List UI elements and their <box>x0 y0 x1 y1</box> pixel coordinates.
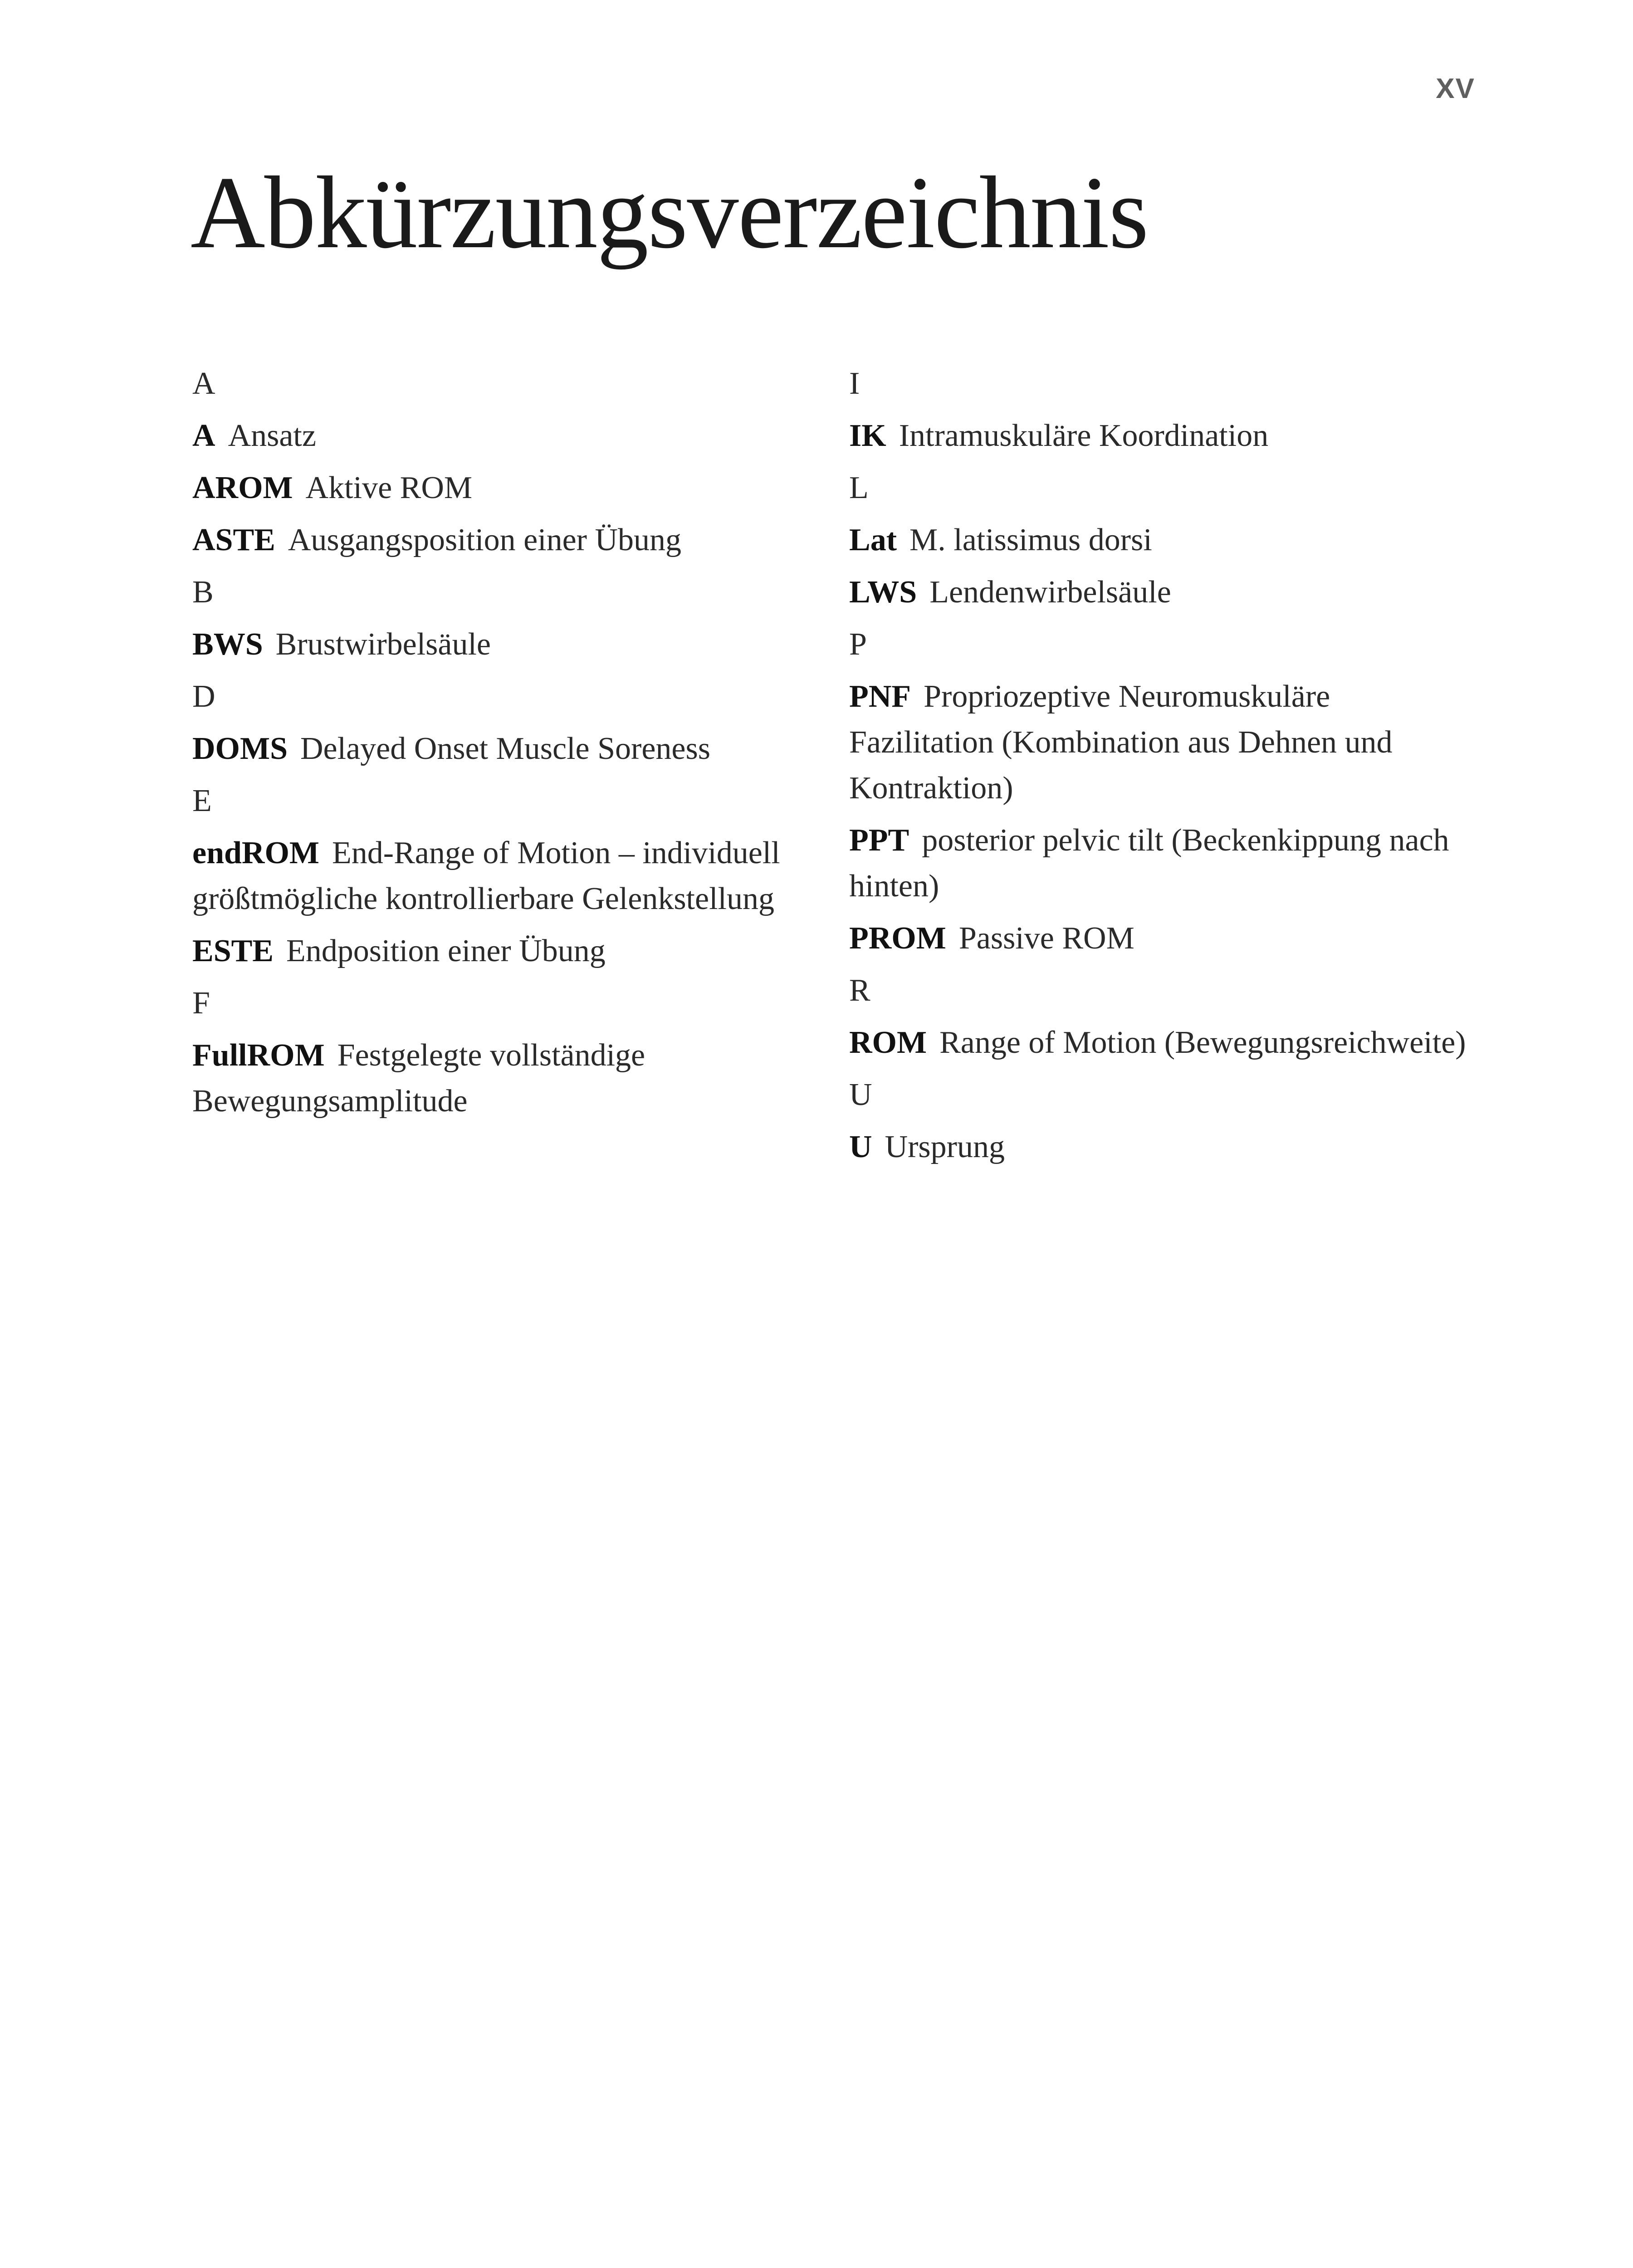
abbreviation-definition: Intramuskuläre Koordination <box>899 418 1269 453</box>
abbreviation-term: endROM <box>192 836 319 870</box>
abbreviation-term: ROM <box>849 1025 927 1060</box>
abbreviation-term: U <box>849 1129 872 1164</box>
abbreviation-term: PPT <box>849 823 909 858</box>
letter-group <box>192 569 818 667</box>
section-letter: E <box>192 783 212 818</box>
abbreviation-entry <box>849 817 1480 909</box>
abbreviation-term: ESTE <box>192 934 274 968</box>
section-letter: I <box>849 366 860 401</box>
abbreviation-term: BWS <box>192 627 263 662</box>
abbreviation-definition: Festgelegte vollständige Bewegungsamplitude <box>192 1038 645 1119</box>
abbreviation-term: A <box>192 418 215 453</box>
abbreviation-definition: posterior pelvic tilt (Beckenkippung nach hinten) <box>849 823 1449 904</box>
abbreviation-definition: Passive ROM <box>958 921 1134 956</box>
abbreviation-term: AROM <box>192 470 293 505</box>
abbreviation-definition: Ansatz <box>228 418 316 453</box>
letter-group <box>192 980 818 1124</box>
abbreviation-entry <box>849 674 1480 811</box>
abbreviation-entry <box>849 1020 1480 1066</box>
abbreviation-entry <box>192 465 818 511</box>
abbreviation-entry <box>849 569 1480 615</box>
abbreviation-term: FullROM <box>192 1038 325 1073</box>
abbreviation-definition: Range of Motion (Bewegungsreichweite) <box>939 1025 1466 1060</box>
abbreviation-term: PROM <box>849 921 946 956</box>
abbreviation-definition: End-Range of Motion – individuell größtmögliche kontrollierbare Gelenkstellung <box>192 836 780 916</box>
abbreviation-entry <box>192 621 818 667</box>
abbreviation-definition: Aktive ROM <box>305 470 473 505</box>
abbreviation-term: DOMS <box>192 731 288 766</box>
section-letter: B <box>192 575 214 610</box>
abbreviation-term: Lat <box>849 523 897 557</box>
letter-group <box>192 674 818 772</box>
letter-group <box>849 1072 1480 1170</box>
section-letter: A <box>192 366 215 401</box>
abbreviation-term: LWS <box>849 575 917 610</box>
abbreviation-entry <box>192 928 818 974</box>
letter-group <box>849 465 1480 615</box>
abbreviation-term: ASTE <box>192 523 275 557</box>
letter-group <box>192 361 818 563</box>
letter-group <box>849 968 1480 1066</box>
abbreviation-column-right <box>849 361 1480 1176</box>
abbreviation-entry <box>192 830 818 922</box>
abbreviation-entry <box>849 1124 1480 1170</box>
abbreviation-entry <box>849 915 1480 961</box>
abbreviation-entry <box>849 413 1480 459</box>
section-letter: D <box>192 679 215 714</box>
abbreviation-entry <box>192 726 818 772</box>
abbreviation-definition: Lendenwirbelsäule <box>929 575 1171 610</box>
abbreviation-definition: Delayed Onset Muscle Soreness <box>300 731 710 766</box>
abbreviation-term: IK <box>849 418 886 453</box>
section-letter: F <box>192 986 210 1021</box>
abbreviation-definition: M. latissimus dorsi <box>909 523 1152 557</box>
abbreviation-entry <box>192 517 818 563</box>
section-letter: L <box>849 470 869 505</box>
abbreviation-definition: Propriozeptive Neuromuskuläre Fazilitation (Kombination aus Dehnen und Kontraktion) <box>849 679 1393 806</box>
abbreviation-definition: Ursprung <box>885 1129 1005 1164</box>
letter-group <box>849 621 1480 961</box>
section-letter: U <box>849 1077 872 1112</box>
abbreviation-term: PNF <box>849 679 911 714</box>
letter-group <box>192 778 818 974</box>
abbreviation-entry <box>849 517 1480 563</box>
abbreviation-entry <box>192 413 818 459</box>
abbreviation-entry <box>192 1032 818 1124</box>
page-title: Abkürzungsverzeichnis <box>191 156 1148 270</box>
section-letter: R <box>849 973 870 1008</box>
abbreviation-definition: Endposition einer Übung <box>286 934 606 968</box>
page-number: XV <box>1436 73 1475 104</box>
section-letter: P <box>849 627 867 662</box>
letter-group <box>849 361 1480 459</box>
abbreviation-definition: Brustwirbelsäule <box>275 627 491 662</box>
abbreviation-column-left <box>192 361 818 1130</box>
abbreviation-definition: Ausgangsposition einer Übung <box>288 523 682 557</box>
